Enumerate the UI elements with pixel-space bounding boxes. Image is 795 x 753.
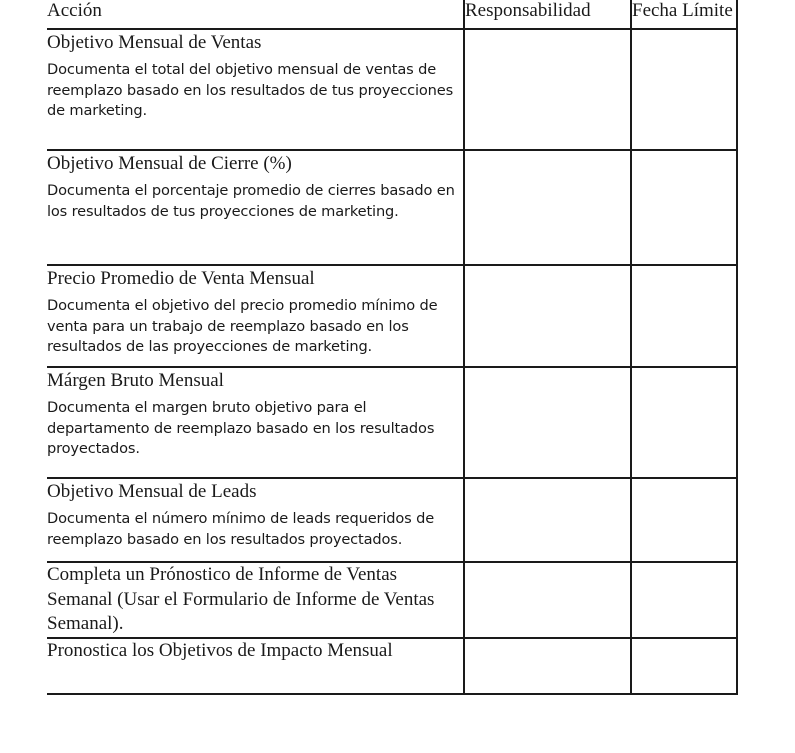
- action-title: Objetivo Mensual de Leads: [47, 480, 257, 502]
- action-description: Documenta el margen bruto objetivo para el departamento de reemplazo basado en los resultados proyectados.: [47, 398, 435, 458]
- table-row: [47, 562, 737, 638]
- column-header-fecha-limite: Fecha Límite: [631, 0, 737, 29]
- column-header-accion: Acción: [47, 0, 464, 29]
- action-cell: [47, 150, 464, 265]
- action-cell: [47, 638, 464, 694]
- action-cell: [47, 367, 464, 478]
- table-row: [47, 638, 737, 694]
- table-body: [47, 29, 737, 694]
- fecha-limite-cell[interactable]: [631, 150, 737, 265]
- action-plan-table: [47, 0, 738, 695]
- fecha-limite-cell[interactable]: [631, 265, 737, 367]
- responsabilidad-cell[interactable]: [464, 367, 631, 478]
- action-cell: [47, 29, 464, 150]
- action-title: Objetivo Mensual de Ventas: [47, 31, 262, 53]
- fecha-limite-cell[interactable]: [631, 638, 737, 694]
- table-header-row: [47, 0, 737, 29]
- action-description: Documenta el objetivo del precio promedio mínimo de venta para un trabajo de reemplazo basado en los resultados de las proyecciones de marketing.: [47, 296, 438, 356]
- responsabilidad-cell[interactable]: [464, 478, 631, 562]
- table-row: [47, 478, 737, 562]
- fecha-limite-cell[interactable]: [631, 367, 737, 478]
- action-title: Márgen Bruto Mensual: [47, 369, 224, 391]
- responsabilidad-cell[interactable]: [464, 638, 631, 694]
- action-cell: [47, 265, 464, 367]
- responsabilidad-cell[interactable]: [464, 265, 631, 367]
- action-title: Precio Promedio de Venta Mensual: [47, 267, 315, 289]
- action-title: Completa un Prónostico de Informe de Ventas Semanal (Usar el Formulario de Informe de Ventas Semanal).: [47, 563, 435, 635]
- fecha-limite-cell[interactable]: [631, 478, 737, 562]
- responsabilidad-cell[interactable]: [464, 29, 631, 150]
- fecha-limite-cell[interactable]: [631, 562, 737, 638]
- action-title: Pronostica los Objetivos de Impacto Mensual: [47, 639, 393, 661]
- action-description: Documenta el porcentaje promedio de cierres basado en los resultados de tus proyecciones de marketing.: [47, 181, 455, 220]
- table-row: [47, 265, 737, 367]
- responsabilidad-cell[interactable]: [464, 562, 631, 638]
- action-cell: [47, 478, 464, 562]
- action-description: Documenta el total del objetivo mensual de ventas de reemplazo basado en los resultados de tus proyecciones de marketing.: [47, 60, 454, 120]
- table-row: [47, 367, 737, 478]
- fecha-limite-cell[interactable]: [631, 29, 737, 150]
- table-header: [47, 0, 737, 29]
- action-description: Documenta el número mínimo de leads requeridos de reemplazo basado en los resultados proyectados.: [47, 509, 435, 548]
- action-title: Objetivo Mensual de Cierre (%): [47, 152, 292, 174]
- table-row: [47, 150, 737, 265]
- column-header-responsabilidad: Responsabilidad: [464, 0, 631, 29]
- responsabilidad-cell[interactable]: [464, 150, 631, 265]
- action-cell: [47, 562, 464, 638]
- table-row: [47, 29, 737, 150]
